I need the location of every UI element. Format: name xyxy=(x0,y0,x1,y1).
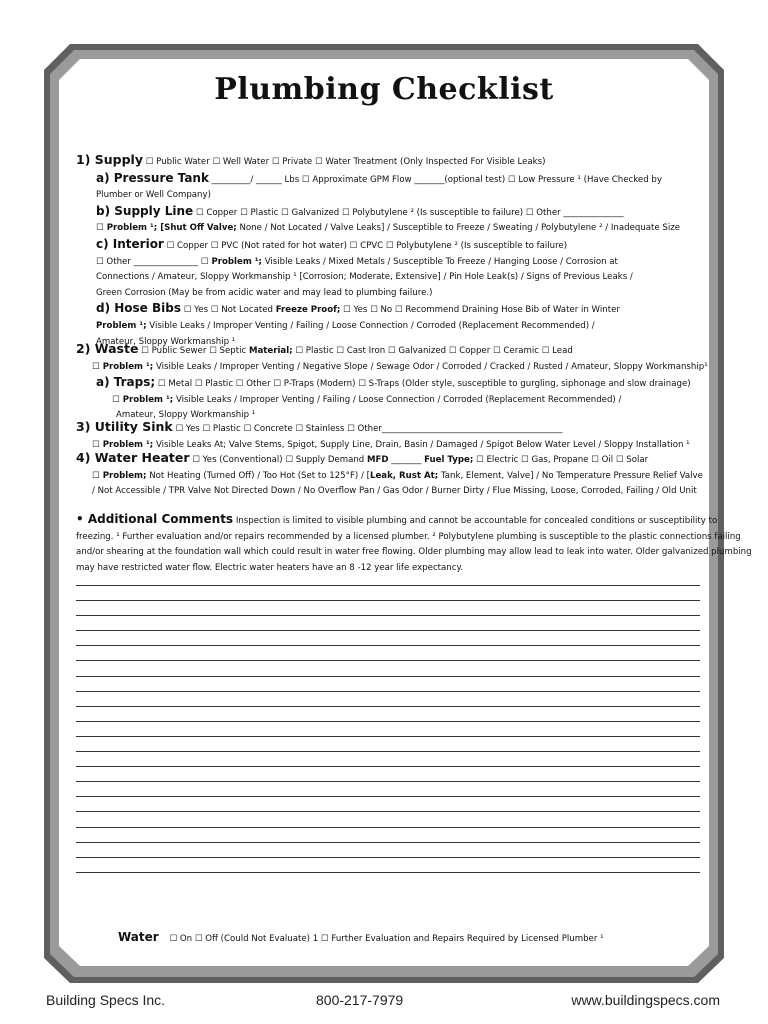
comment-line[interactable] xyxy=(76,766,700,767)
water-heater-problem-label[interactable]: ☐ Problem; xyxy=(92,470,147,481)
fuel-type-options[interactable]: ☐ Electric ☐ Gas, Propane ☐ Oil ☐ Solar xyxy=(476,455,649,465)
supply-line-options[interactable]: ☐ Copper ☐ Plastic ☐ Galvanized ☐ Polybutylene ² (Is susceptible to failure) ☐ Other ______________ xyxy=(195,207,624,218)
interior-other-field[interactable]: ☐ Other _______________ xyxy=(96,256,199,267)
waste-section xyxy=(76,341,708,424)
comment-line[interactable] xyxy=(76,872,700,873)
additional-comments xyxy=(76,512,752,576)
supply-heading: 1) Supply xyxy=(76,152,143,167)
interior-problem-text: Visible Leaks / Mixed Metals / Susceptible To Freeze / Hanging Loose / Corrosion at xyxy=(264,256,618,267)
waste-material-options[interactable]: ☐ Plastic ☐ Cast Iron ☐ Galvanized ☐ Copper ☐ Ceramic ☐ Lead xyxy=(295,346,573,356)
comment-line[interactable] xyxy=(76,615,700,616)
interior-heading: c) Interior xyxy=(96,236,164,251)
comment-line[interactable] xyxy=(76,706,700,707)
mfd-field[interactable]: _______ xyxy=(391,455,422,465)
page-title: Plumbing Checklist xyxy=(214,72,554,107)
water-heater-heading: 4) Water Heater xyxy=(76,450,190,465)
comments-text-4: may have restricted water flow. Electric water heaters have an 8 -12 year life expectancy. xyxy=(76,562,464,573)
comment-line[interactable] xyxy=(76,827,700,828)
utility-sink-problem-label[interactable]: ☐ Problem ¹; xyxy=(92,439,154,450)
hose-bibs-problem-label: Problem ¹; xyxy=(96,320,147,331)
traps-problem-label[interactable]: ☐ Problem ¹; xyxy=(112,394,174,405)
footer-company: Building Specs Inc. xyxy=(46,992,166,1008)
waste-problem-text: Visible Leaks / Improper Venting / Negative Slope / Sewage Odor / Corroded / Cracked / Rusted / Amateur, Sloppy Workmanship¹ xyxy=(155,361,708,372)
traps-options[interactable]: ☐ Metal ☐ Plastic ☐ Other ☐ P-Traps (Modern) ☐ S-Traps (Older style, susceptible to gurgling, siphonage and slow drainage) xyxy=(157,379,691,390)
comment-line[interactable] xyxy=(76,857,700,858)
supply-line-heading: b) Supply Line xyxy=(96,203,194,218)
supply-line-problem-text: None / Not Located / Valve Leaks] / Susceptible to Freeze / Sweating / Polybutylene ² / Inadequate Size xyxy=(239,223,681,234)
utility-sink-problem-text: Visible Leaks At; Valve Stems, Spigot, Supply Line, Drain, Basin / Damaged / Spigot Below Water Level / Sloppy Installation ¹ xyxy=(155,439,690,450)
comment-line[interactable] xyxy=(76,630,700,631)
comment-line[interactable] xyxy=(76,751,700,752)
water-heater-problem-text-2: / Not Accessible / TPR Valve Not Directed Down / No Overflow Pan / Gas Odor / Burner Dirty / Flue Missing, Loose, Corroded, Failing / Old Unit xyxy=(92,486,697,497)
waste-heading: 2) Waste xyxy=(76,341,139,356)
hose-bibs-heading: d) Hose Bibs xyxy=(96,301,181,316)
waste-material-label: Material; xyxy=(248,346,293,356)
comment-line[interactable] xyxy=(76,645,700,646)
water-heater-section xyxy=(76,450,703,500)
comment-line[interactable] xyxy=(76,736,700,737)
interior-problem-label[interactable]: ☐ Problem ¹; xyxy=(200,256,262,267)
comment-line[interactable] xyxy=(76,660,700,661)
utility-sink-heading: 3) Utility Sink xyxy=(76,419,173,434)
freeze-proof-options[interactable]: ☐ Yes ☐ No ☐ Recommend Draining Hose Bib of Water in Winter xyxy=(343,305,620,316)
utility-sink-section xyxy=(76,419,700,453)
checklist-content xyxy=(60,60,752,965)
hose-bibs-problem-text: Visible Leaks / Improper Venting / Failing / Loose Connection / Corroded (Replacement Recommended) / xyxy=(149,320,595,331)
mfd-label: MFD xyxy=(367,455,389,465)
pressure-tank-options[interactable]: _________/ ______ Lbs ☐ Approximate GPM Flow _______(optional test) ☐ Low Pressure ¹ (Have Checked by xyxy=(211,174,662,185)
comment-line[interactable] xyxy=(76,600,700,601)
supply-section xyxy=(76,152,700,350)
comments-text-2: freezing. ¹ Further evaluation and/or repairs recommended by a licensed plumber. ² Polybutylene plumbing is susceptible to the plastic connections failing xyxy=(76,531,741,542)
comment-line[interactable] xyxy=(76,721,700,722)
fuel-type-label: Fuel Type; xyxy=(424,455,474,465)
water-status xyxy=(118,930,604,944)
footer-website[interactable]: www.buildingspecs.com xyxy=(571,992,720,1008)
supply-line-problem-label[interactable]: ☐ Problem ¹; [Shut Off Valve; xyxy=(96,223,237,234)
waste-options[interactable]: ☐ Public Sewer ☐ Septic xyxy=(141,346,247,356)
supply-options[interactable]: ☐ Public Water ☐ Well Water ☐ Private ☐ Water Treatment (Only Inspected For Visible Leaks) xyxy=(145,157,546,167)
water-heading: Water xyxy=(118,930,159,944)
interior-options[interactable]: ☐ Copper ☐ PVC (Not rated for hot water) ☐ CPVC ☐ Polybutylene ² (Is susceptible to failure) xyxy=(166,240,568,251)
comment-line[interactable] xyxy=(76,676,700,677)
comment-line[interactable] xyxy=(76,691,700,692)
water-heater-problem-text-b: Tank, Element, Valve] / No Temperature Pressure Relief Valve xyxy=(440,470,703,481)
footer-phone: 800-217-7979 xyxy=(316,992,404,1008)
comment-line[interactable] xyxy=(76,585,700,586)
leak-rust-label: Leak, Rust At; xyxy=(369,470,439,481)
comment-line[interactable] xyxy=(76,796,700,797)
pressure-tank-heading: a) Pressure Tank xyxy=(96,170,209,185)
freeze-proof-label: Freeze Proof; xyxy=(275,305,341,316)
comments-text-3: and/or shearing at the foundation wall which could result in water free flowing. Older plumbing may allow lead to leak into water. Older galvanized plumbing xyxy=(76,547,752,558)
comment-line[interactable] xyxy=(76,811,700,812)
comments-text-1: Inspection is limited to visible plumbing and cannot be accountable for concealed conditions or susceptibility to xyxy=(235,516,718,526)
comment-line[interactable] xyxy=(76,781,700,782)
hose-bibs-options[interactable]: ☐ Yes ☐ Not Located xyxy=(183,305,273,316)
comments-heading: • Additional Comments xyxy=(76,512,234,526)
traps-problem-text-2: Amateur, Sloppy Workmanship ¹ xyxy=(116,410,256,421)
utility-sink-options[interactable]: ☐ Yes ☐ Plastic ☐ Concrete ☐ Stainless ☐ Other__________________________________________ xyxy=(175,424,563,434)
comment-lines[interactable] xyxy=(76,585,700,887)
water-heater-options[interactable]: ☐ Yes (Conventional) ☐ Supply Demand xyxy=(192,455,365,465)
interior-problem-text-2: Connections / Amateur, Sloppy Workmanship ¹ [Corrosion; Moderate, Extensive] / Pin Hole Leak(s) / Signs of Previous Leaks / xyxy=(96,272,633,283)
hose-bibs-problem-text-2: Amateur, Sloppy Workmanship ¹ xyxy=(96,336,236,347)
traps-problem-text: Visible Leaks / Improper Venting / Failing / Loose Connection / Corroded (Replacement Recommended) / xyxy=(175,394,622,405)
comment-line[interactable] xyxy=(76,842,700,843)
pressure-tank-note: Plumber or Well Company) xyxy=(96,190,211,201)
water-options[interactable]: ☐ On ☐ Off (Could Not Evaluate) 1 ☐ Further Evaluation and Repairs Required by Licensed Plumber ¹ xyxy=(169,934,604,944)
waste-problem-label[interactable]: ☐ Problem ¹; xyxy=(92,361,154,372)
water-heater-problem-text: Not Heating (Turned Off) / Too Hot (Set to 125°F) / [ xyxy=(149,470,370,481)
traps-heading: a) Traps; xyxy=(96,375,156,390)
interior-problem-text-3: Green Corrosion (May be from acidic water and may lead to plumbing failure.) xyxy=(96,287,433,298)
